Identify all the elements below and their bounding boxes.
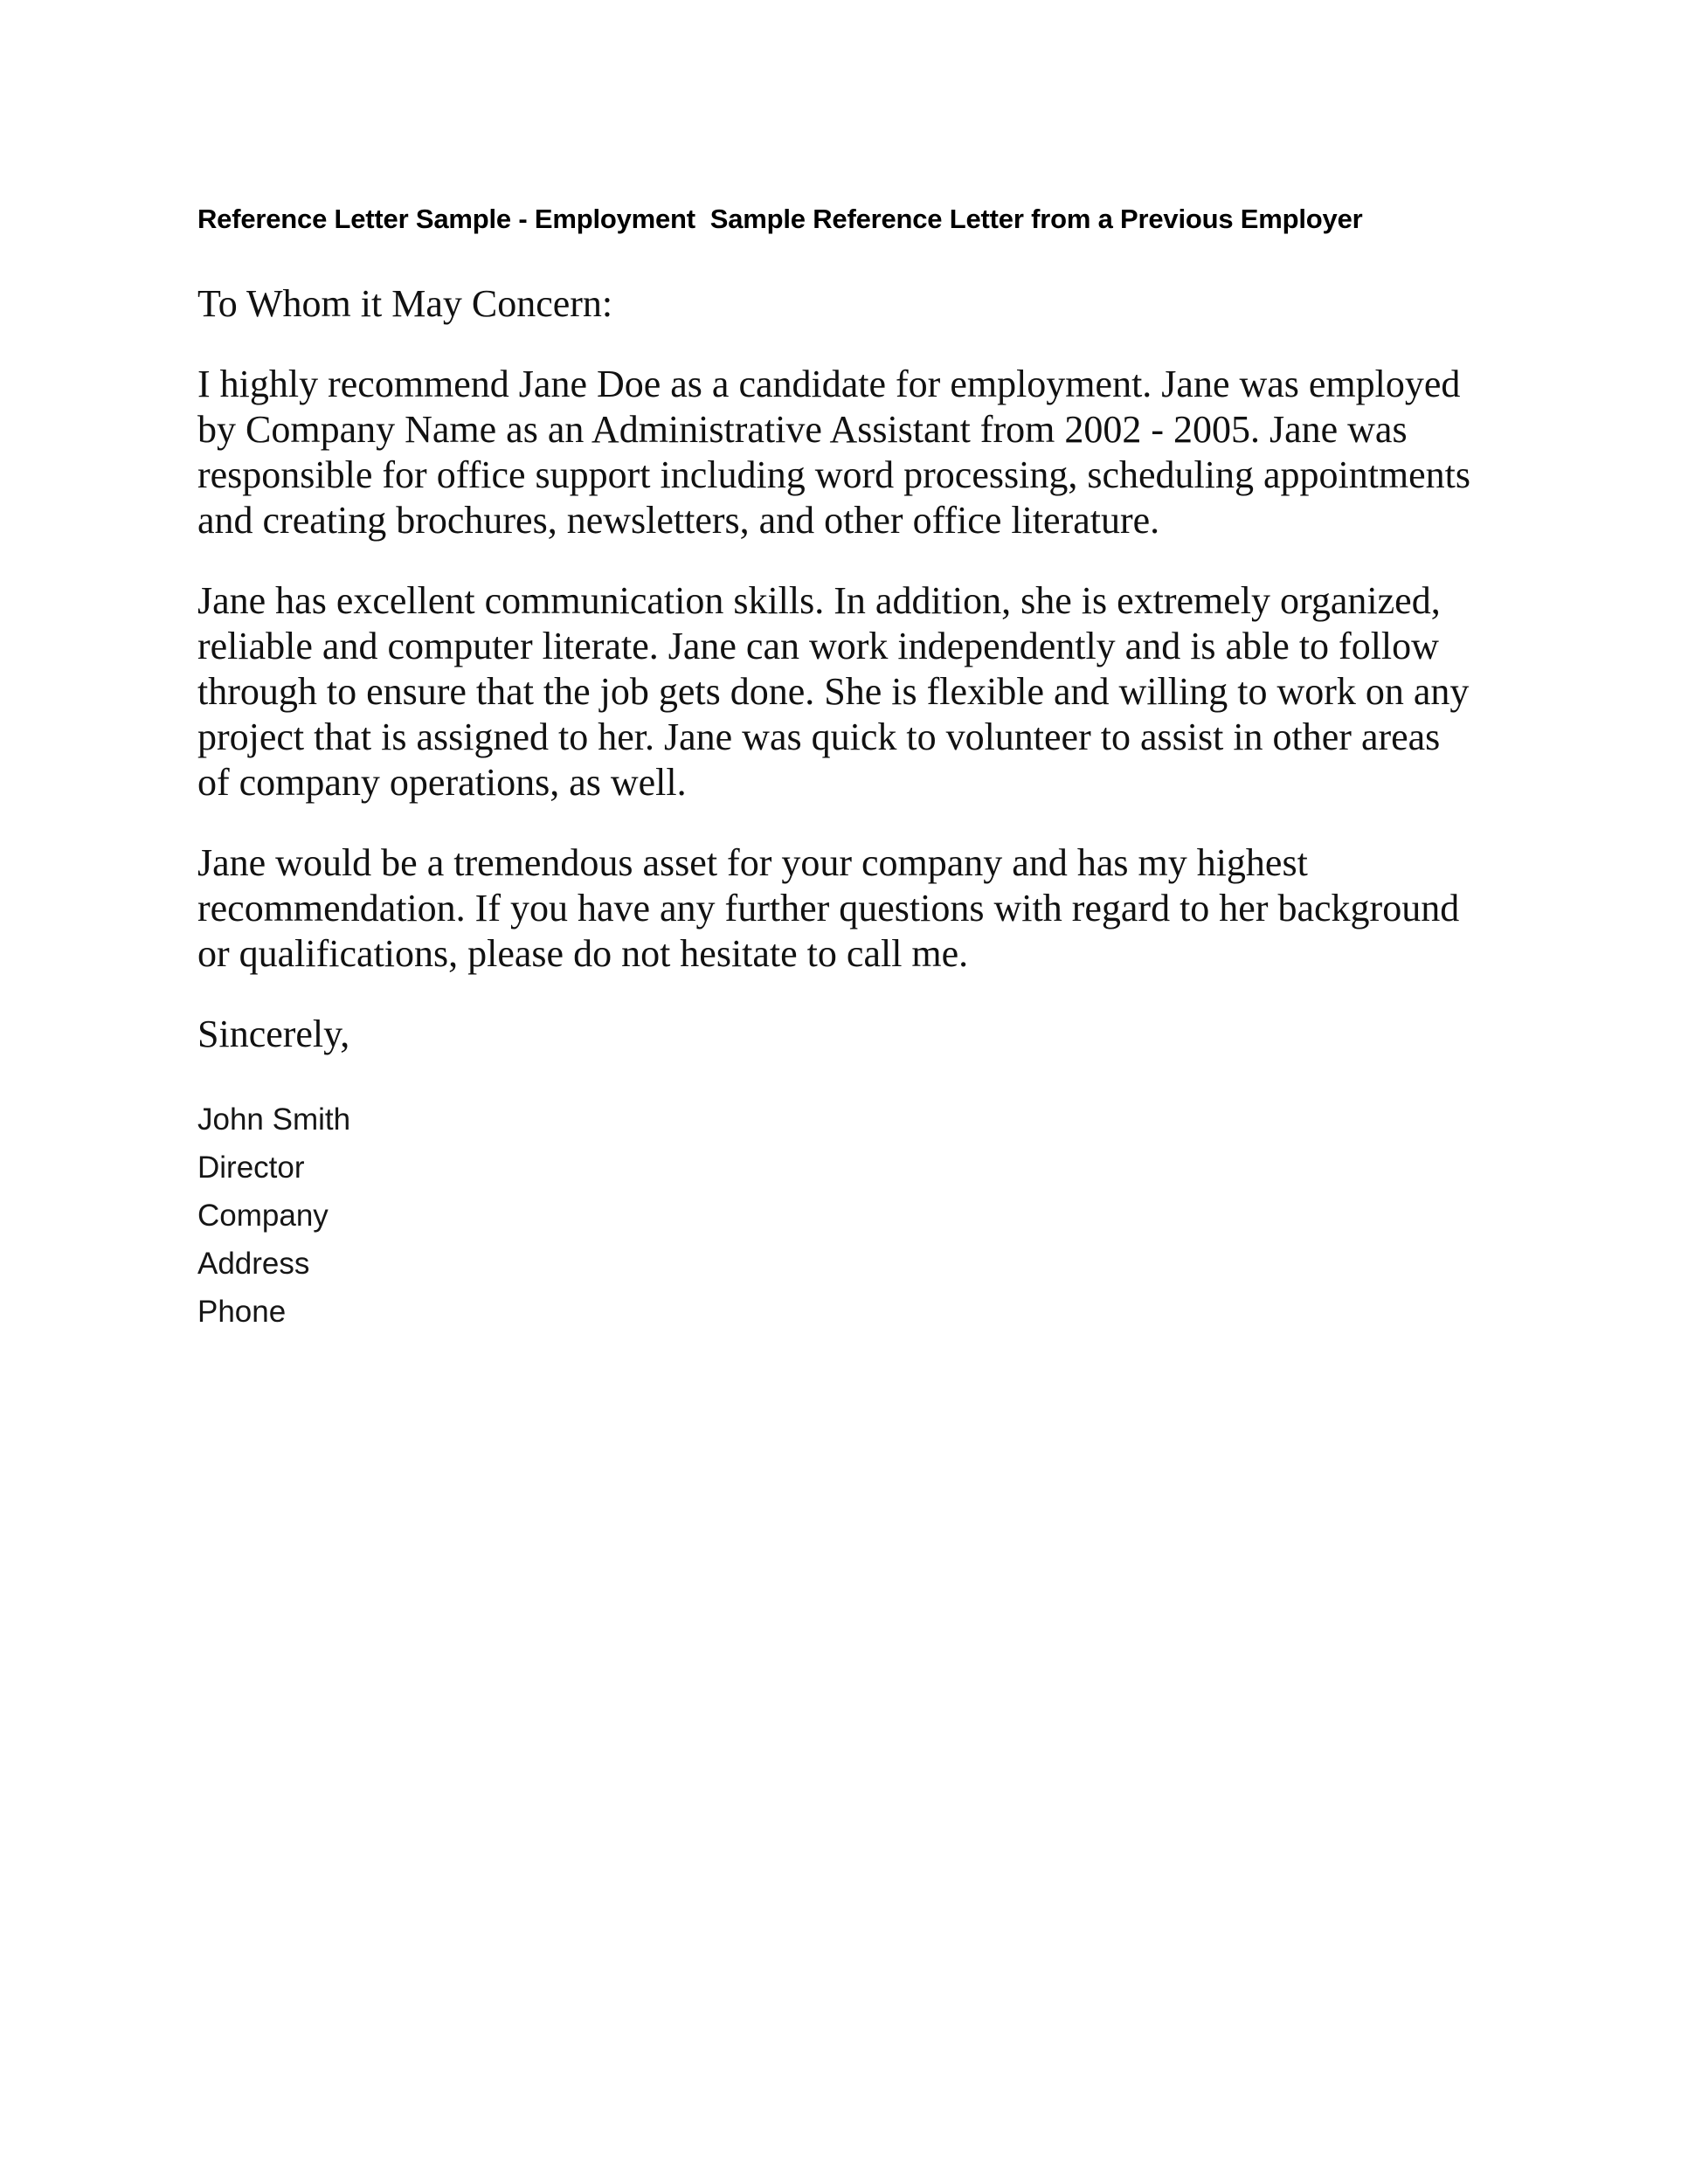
paragraph-line: responsible for office support including word processing, scheduling appointments bbox=[197, 453, 1471, 496]
paragraph-line: and creating brochures, newsletters, and other office literature. bbox=[197, 499, 1160, 542]
paragraph-line: reliable and computer literate. Jane can work independently and is able to follow bbox=[197, 625, 1439, 667]
body-paragraph-1 bbox=[197, 362, 1491, 543]
signature-title: Director bbox=[197, 1151, 305, 1185]
body-paragraph-2 bbox=[197, 578, 1491, 805]
paragraph-line: of company operations, as well. bbox=[197, 761, 687, 804]
paragraph-line: I highly recommend Jane Doe as a candidate for employment. Jane was employed bbox=[197, 363, 1461, 405]
salutation: To Whom it May Concern: bbox=[197, 282, 613, 325]
closing: Sincerely, bbox=[197, 1013, 350, 1055]
signature-phone: Phone bbox=[197, 1295, 287, 1329]
paragraph-line: Jane would be a tremendous asset for your company and has my highest bbox=[197, 841, 1308, 884]
paragraph-line: project that is assigned to her. Jane was quick to volunteer to assist in other areas bbox=[197, 715, 1441, 758]
signature-block bbox=[197, 1095, 1491, 1336]
signature-name: John Smith bbox=[197, 1102, 351, 1137]
paragraph-line: through to ensure that the job gets done. She is flexible and willing to work on any bbox=[197, 670, 1470, 713]
paragraph-line: recommendation. If you have any further questions with regard to her background bbox=[197, 887, 1460, 930]
paragraph-line: by Company Name as an Administrative Assistant from 2002 - 2005. Jane was bbox=[197, 408, 1408, 451]
paragraph-line: Jane has excellent communication skills. In addition, she is extremely organized, bbox=[197, 579, 1441, 622]
signature-company: Company bbox=[197, 1199, 329, 1233]
paragraph-line: or qualifications, please do not hesitate to call me. bbox=[197, 932, 969, 975]
document-title: Reference Letter Sample - Employment Sample Reference Letter from a Previous Employer bbox=[197, 204, 1363, 234]
body-paragraph-3 bbox=[197, 840, 1491, 977]
signature-address: Address bbox=[197, 1247, 310, 1281]
